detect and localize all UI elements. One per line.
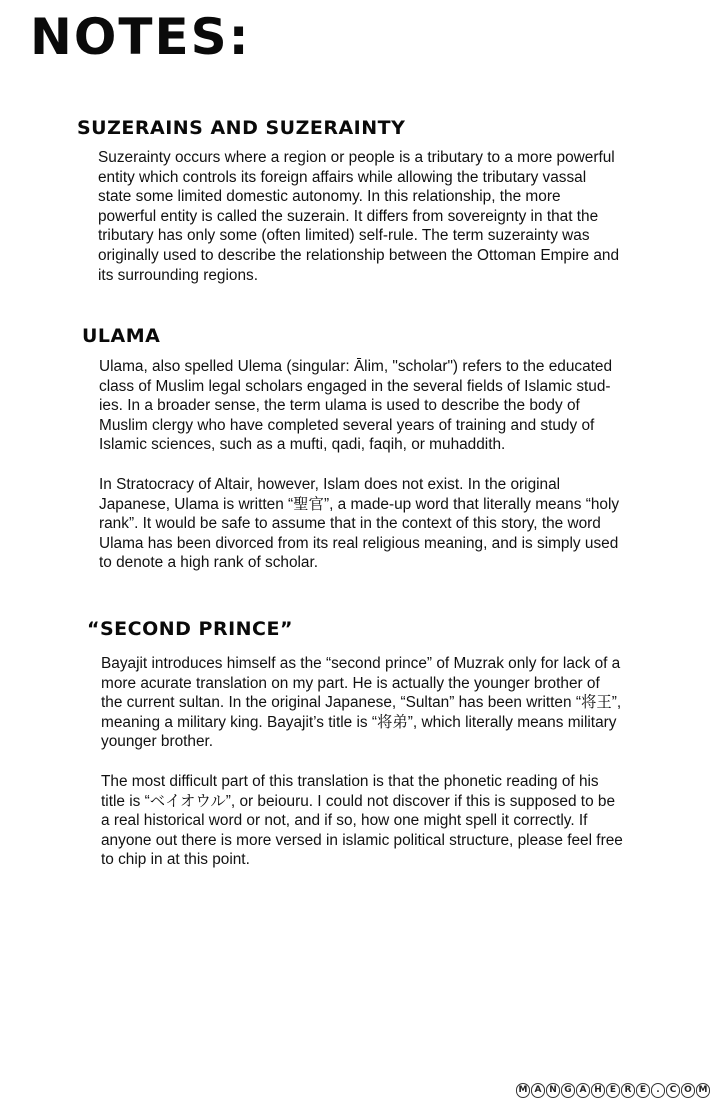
site-watermark	[516, 1083, 710, 1098]
text-line: younger brother.	[101, 733, 214, 751]
text-line: state some limited domestic autonomy. In this relationship, the more	[98, 188, 561, 206]
text-line: anyone out there is more versed in islamic political structure, please feel free	[101, 831, 623, 849]
watermark-letter: A	[531, 1083, 545, 1098]
text-line: The most difficult part of this translation is that the phonetic reading of his	[101, 773, 599, 790]
section-ulama-paragraph-2	[99, 475, 619, 573]
text-line: meaning a military king. Bayajit’s title is “将弟”, which literally means military	[101, 713, 617, 731]
text-line: title is “ベイオウル”, or beiouru. I could not discover if this is supposed to be	[101, 792, 616, 810]
text-line: the current sultan. In the original Japanese, “Sultan” has been written “将王”,	[101, 694, 622, 712]
watermark-letter: H	[591, 1083, 605, 1098]
section-suzerains-paragraph	[98, 148, 619, 285]
text-line: a real historical word or not, and if so, how one might spell it correctly. If	[101, 812, 588, 830]
text-line: its surrounding regions.	[98, 266, 258, 284]
watermark-letter: A	[576, 1083, 590, 1098]
section-second-prince-paragraph-1	[101, 654, 621, 752]
text-line: Islamic sciences, such as a mufti, qadi, faqih, or muhaddith.	[99, 436, 506, 454]
section-heading-suzerains: SUZERAINS AND SUZERAINTY	[77, 117, 406, 139]
text-line: more acurate translation on my part. He is actually the younger brother of	[101, 674, 600, 692]
watermark-letter: O	[681, 1083, 695, 1098]
text-line: powerful entity is called the suzerain. It differs from sovereignty in that the	[98, 207, 599, 225]
section-heading-second-prince: “SECOND PRINCE”	[87, 618, 293, 640]
text-line: Bayajit introduces himself as the “second prince” of Muzrak only for lack of a	[101, 655, 621, 672]
text-line: Japanese, Ulama is written “聖官”, a made-up word that literally means “holy	[99, 495, 620, 513]
text-line: class of Muslim legal scholars engaged in the several fields of Islamic stud-	[99, 377, 611, 395]
section-second-prince-paragraph-2	[101, 772, 623, 870]
watermark-letter: R	[621, 1083, 635, 1098]
page-title: NOTES:	[30, 8, 251, 66]
watermark-letter: M	[696, 1083, 710, 1098]
text-line: rank”. It would be safe to assume that in the context of this story, the word	[99, 515, 601, 533]
text-line: entity which controls its foreign affairs while allowing the tributary vassal	[98, 168, 587, 186]
text-line: to chip in at this point.	[101, 851, 250, 869]
text-line: Suzerainty occurs where a region or people is a tributary to a more powerful	[98, 149, 615, 166]
watermark-letter: E	[636, 1083, 650, 1098]
section-heading-ulama: ULAMA	[82, 325, 161, 347]
watermark-letter: N	[546, 1083, 560, 1098]
text-line: to denote a high rank of scholar.	[99, 554, 319, 572]
text-line: tributary has only some (often limited) self-rule. The term suzerainty was	[98, 227, 590, 245]
watermark-letter: E	[606, 1083, 620, 1098]
watermark-letter: .	[651, 1083, 665, 1098]
section-ulama-paragraph-1	[99, 357, 612, 455]
text-line: originally used to describe the relationship between the Ottoman Empire and	[98, 246, 620, 264]
text-line: Muslim clergy who have completed several years of training and study of	[99, 416, 595, 434]
text-line: ies. In a broader sense, the term ulama is used to describe the body of	[99, 397, 580, 415]
watermark-letter: M	[516, 1083, 530, 1098]
watermark-letter: G	[561, 1083, 575, 1098]
text-line: Ulama has been divorced from its real religious meaning, and is simply used	[99, 534, 619, 552]
text-line: Ulama, also spelled Ulema (singular: Ālim, "scholar") refers to the educated	[99, 358, 613, 375]
text-line: In Stratocracy of Altair, however, Islam does not exist. In the original	[99, 476, 561, 493]
watermark-letter: C	[666, 1083, 680, 1098]
